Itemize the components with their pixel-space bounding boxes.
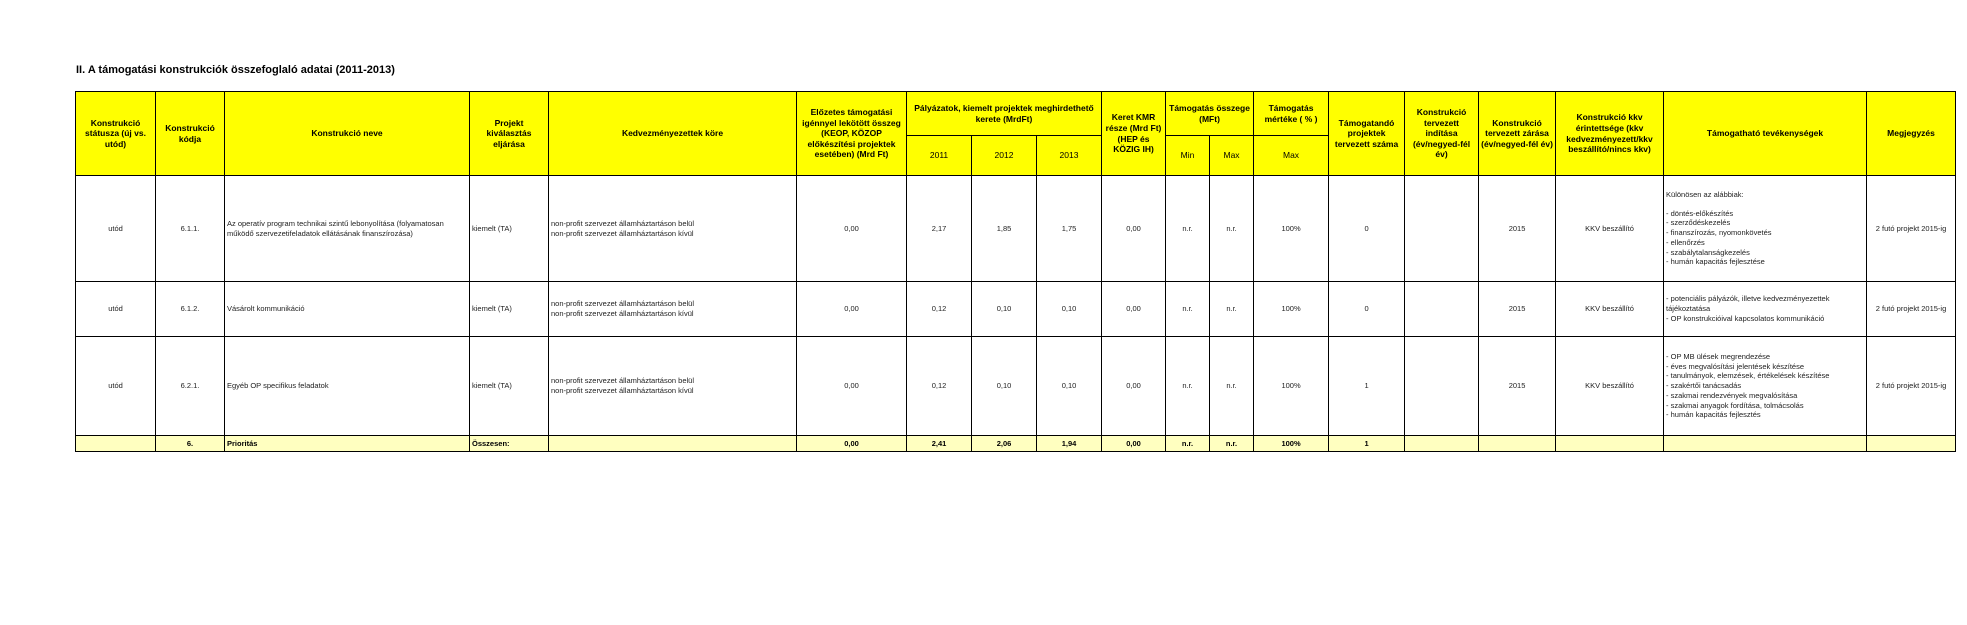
table-row <box>76 282 1956 337</box>
total-label: Összesen: <box>470 436 549 452</box>
beneficiary-line: non-profit szervezet államháztartáson belül <box>551 218 694 228</box>
activity-line: - szabálytalanságkezelés <box>1666 247 1750 257</box>
activity-line: - döntés-előkészítés <box>1666 208 1734 218</box>
cell-launch <box>1405 176 1479 282</box>
cell-2011: 2,17 <box>907 176 972 282</box>
cell-2012: 0,10 <box>972 337 1037 436</box>
total-min: n.r. <box>1166 436 1210 452</box>
activity-line: - éves megvalósítási jelentések készítése <box>1666 361 1805 371</box>
cell-min: n.r. <box>1166 282 1210 337</box>
total-code: 6. <box>156 436 225 452</box>
activity-line: - potenciális pályázók, illetve kedvezményezettek tájékoztatása <box>1666 294 1830 314</box>
total-sme <box>1556 436 1664 452</box>
cell-prior: 0,00 <box>797 337 907 436</box>
activity-line: - tanulmányok, elemzések, értékelések készítése <box>1666 371 1830 381</box>
cell-beneficiaries <box>549 282 797 337</box>
cell-close: 2015 <box>1479 282 1556 337</box>
activity-line: - humán kapacitás fejlesztése <box>1666 257 1765 267</box>
total-row <box>76 436 1956 452</box>
cell-2013: 0,10 <box>1037 337 1102 436</box>
total-2013: 1,94 <box>1037 436 1102 452</box>
cell-max-amount: n.r. <box>1210 337 1254 436</box>
cell-kmr: 0,00 <box>1102 176 1166 282</box>
table-row <box>76 337 1956 436</box>
cell-rate: 100% <box>1254 176 1329 282</box>
header-min: Min <box>1166 136 1210 176</box>
cell-name: Vásárolt kommunikáció <box>225 282 470 337</box>
table-row <box>76 176 1956 282</box>
header-rate-group: Támogatás mértéke ( % ) <box>1254 92 1329 136</box>
header-amount-group: Támogatás összege (MFt) <box>1166 92 1254 136</box>
cell-name: Egyéb OP specifikus feladatok <box>225 337 470 436</box>
header-prior-amount: Előzetes támogatási igénnyel lekötött összeg (KEOP, KÖZOP előkészítési projektek esetében) (Mrd Ft) <box>797 92 907 176</box>
cell-planned-count: 0 <box>1329 282 1405 337</box>
total-activities <box>1664 436 1867 452</box>
total-2011: 2,41 <box>907 436 972 452</box>
activity-line: - szakmai anyagok fordítása, tolmácsolás <box>1666 400 1804 410</box>
beneficiary-line: non-profit szervezet államháztartáson belül <box>551 299 694 309</box>
total-max-amount: n.r. <box>1210 436 1254 452</box>
cell-activities <box>1664 282 1867 337</box>
total-beneficiaries <box>549 436 797 452</box>
header-year-2013: 2013 <box>1037 136 1102 176</box>
header-year-2012: 2012 <box>972 136 1037 176</box>
activity-line: - finanszírozás, nyomonkövetés <box>1666 228 1772 238</box>
page-title: II. A támogatási konstrukciók összefoglaló adatai (2011-2013) <box>76 64 395 76</box>
header-activities: Támogatható tevékenységek <box>1664 92 1867 176</box>
cell-kmr: 0,00 <box>1102 282 1166 337</box>
header-sme: Konstrukció kkv érintettsége (kkv kedvezményezett/kkv beszállító/nincs kkv) <box>1556 92 1664 176</box>
cell-remarks: 2 futó projekt 2015-ig <box>1867 337 1956 436</box>
total-rate: 100% <box>1254 436 1329 452</box>
cell-2012: 0,10 <box>972 282 1037 337</box>
header-selection: Projekt kiválasztás eljárása <box>470 92 549 176</box>
activity-line: - OP konstrukcióival kapcsolatos kommunikáció <box>1666 313 1825 323</box>
cell-launch <box>1405 282 1479 337</box>
cell-beneficiaries <box>549 337 797 436</box>
cell-sme: KKV beszállító <box>1556 282 1664 337</box>
header-max-rate: Max <box>1254 136 1329 176</box>
cell-rate: 100% <box>1254 337 1329 436</box>
activities-intro: Különösen az alábbiak: <box>1666 189 1744 199</box>
header-remarks: Megjegyzés <box>1867 92 1956 176</box>
header-code: Konstrukció kódja <box>156 92 225 176</box>
cell-max-amount: n.r. <box>1210 282 1254 337</box>
cell-activities <box>1664 337 1867 436</box>
header-status: Konstrukció státusza (új vs. utód) <box>76 92 156 176</box>
activity-line: - ellenőrzés <box>1666 237 1705 247</box>
cell-max-amount: n.r. <box>1210 176 1254 282</box>
header-name: Konstrukció neve <box>225 92 470 176</box>
total-remarks <box>1867 436 1956 452</box>
cell-planned-count: 1 <box>1329 337 1405 436</box>
beneficiary-line: non-profit szervezet államháztartáson kívül <box>551 386 694 395</box>
cell-2012: 1,85 <box>972 176 1037 282</box>
cell-2011: 0,12 <box>907 282 972 337</box>
beneficiary-line: non-profit szervezet államháztartáson belül <box>551 376 694 386</box>
total-planned-count: 1 <box>1329 436 1405 452</box>
cell-sme: KKV beszállító <box>1556 337 1664 436</box>
cell-2013: 1,75 <box>1037 176 1102 282</box>
cell-close: 2015 <box>1479 337 1556 436</box>
total-kmr: 0,00 <box>1102 436 1166 452</box>
cell-code: 6.1.1. <box>156 176 225 282</box>
cell-status: utód <box>76 176 156 282</box>
header-year-2011: 2011 <box>907 136 972 176</box>
cell-code: 6.2.1. <box>156 337 225 436</box>
cell-remarks: 2 futó projekt 2015-ig <box>1867 282 1956 337</box>
cell-name: Az operatív program technikai szintű lebonyolítása (folyamatosan működő szervezetifeladatok ellátásának finanszírozása) <box>225 176 470 282</box>
total-status <box>76 436 156 452</box>
cell-prior: 0,00 <box>797 282 907 337</box>
cell-sme: KKV beszállító <box>1556 176 1664 282</box>
beneficiary-line: non-profit szervezet államháztartáson kívül <box>551 309 694 318</box>
cell-close: 2015 <box>1479 176 1556 282</box>
header-planned-count: Támogatandó projektek tervezett száma <box>1329 92 1405 176</box>
cell-code: 6.1.2. <box>156 282 225 337</box>
header-launch: Konstrukció tervezett indítása (év/negyed-fél év) <box>1405 92 1479 176</box>
cell-status: utód <box>76 282 156 337</box>
cell-prior: 0,00 <box>797 176 907 282</box>
total-name: Prioritás <box>225 436 470 452</box>
total-prior: 0,00 <box>797 436 907 452</box>
cell-selection: kiemelt (TA) <box>470 282 549 337</box>
cell-rate: 100% <box>1254 282 1329 337</box>
total-close <box>1479 436 1556 452</box>
activity-line: - szerződéskezelés <box>1666 218 1731 228</box>
cell-selection: kiemelt (TA) <box>470 337 549 436</box>
header-kmr: Keret KMR része (Mrd Ft) (HEP és KÖZIG IH) <box>1102 92 1166 176</box>
cell-min: n.r. <box>1166 176 1210 282</box>
cell-status: utód <box>76 337 156 436</box>
cell-launch <box>1405 337 1479 436</box>
cell-beneficiaries <box>549 176 797 282</box>
cell-2013: 0,10 <box>1037 282 1102 337</box>
beneficiary-line: non-profit szervezet államháztartáson kívül <box>551 228 694 238</box>
total-2012: 2,06 <box>972 436 1037 452</box>
activity-line: - szakértői tanácsadás <box>1666 381 1742 391</box>
total-launch <box>1405 436 1479 452</box>
cell-2011: 0,12 <box>907 337 972 436</box>
cell-planned-count: 0 <box>1329 176 1405 282</box>
summary-table <box>75 91 1956 452</box>
cell-selection: kiemelt (TA) <box>470 176 549 282</box>
activity-line: - szakmai rendezvények megvalósítása <box>1666 390 1798 400</box>
activity-line: - humán kapacitás fejlesztés <box>1666 410 1761 420</box>
cell-remarks: 2 futó projekt 2015-ig <box>1867 176 1956 282</box>
cell-min: n.r. <box>1166 337 1210 436</box>
header-beneficiaries: Kedvezményezettek köre <box>549 92 797 176</box>
cell-kmr: 0,00 <box>1102 337 1166 436</box>
cell-activities <box>1664 176 1867 282</box>
header-max-amount: Max <box>1210 136 1254 176</box>
header-close: Konstrukció tervezett zárása (év/negyed-fél év) <box>1479 92 1556 176</box>
header-calls-group: Pályázatok, kiemelt projektek meghirdethető kerete (MrdFt) <box>907 92 1102 136</box>
activity-line: - OP MB ülések megrendezése <box>1666 351 1771 361</box>
